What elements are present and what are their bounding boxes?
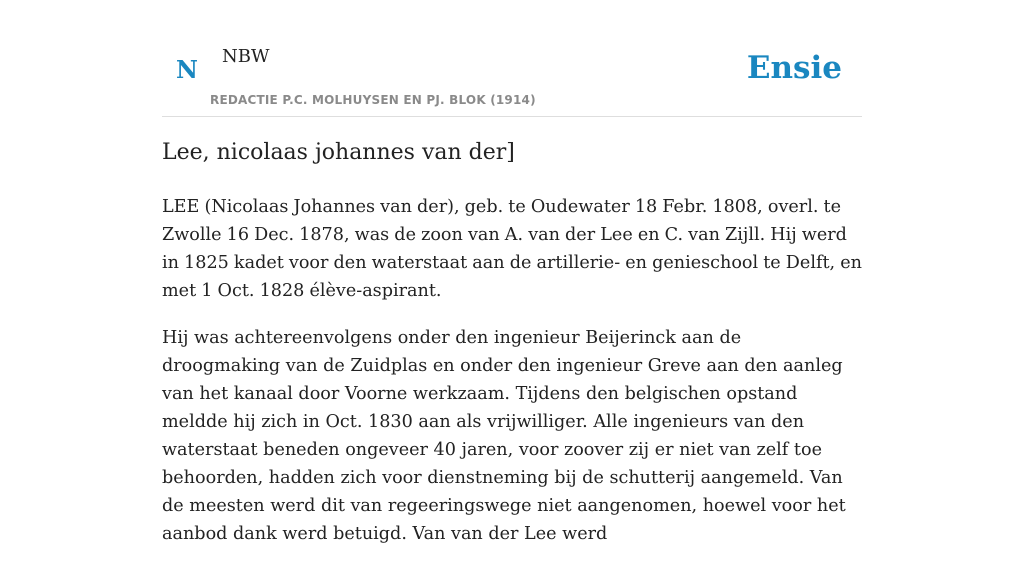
article-title: Lee, nicolaas johannes van der] — [162, 140, 515, 165]
source-logo-icon[interactable]: N — [176, 55, 198, 84]
article-paragraph: LEE (Nicolaas Johannes van der), geb. te Oudewater 18 Febr. 1808, overl. te Zwolle 16 Dec. 1878, was de zoon van A. van der Lee en C. van Zijll. Hij werd in 1825 kadet voor den waterstaat aan de artillerie- en genieschool te Delft, en met 1 Oct. 1828 élève-aspirant. — [162, 197, 862, 301]
site-header — [162, 0, 862, 117]
source-name[interactable]: NBW — [222, 46, 270, 67]
article-paragraph: Hij was achtereenvolgens onder den ingenieur Beijerinck aan de droogmaking van de Zuidplas en onder den ingenieur Greve aan den aanleg van het kanaal door Voorne werkzaam. Tijdens den belgischen opstand meldde hij zich in Oct. 1830 aan als vrijwilliger. Alle ingenieurs van den waterstaat beneden ongeveer 40 jaren, voor zoover zij er niet van zelf toe behoorden, hadden zich voor dienstneming bij de schutterij aangemeld. Van de meesten werd dit van regeeringswege niet aangenomen, hoewel voor het aanbod dank werd betuigd. Van van der Lee werd — [162, 328, 846, 544]
article-body — [162, 193, 862, 567]
brand-logo-link[interactable]: Ensie — [746, 50, 842, 86]
source-subtitle: REDACTIE P.C. MOLHUYSEN EN PJ. BLOK (1914) — [210, 93, 536, 107]
